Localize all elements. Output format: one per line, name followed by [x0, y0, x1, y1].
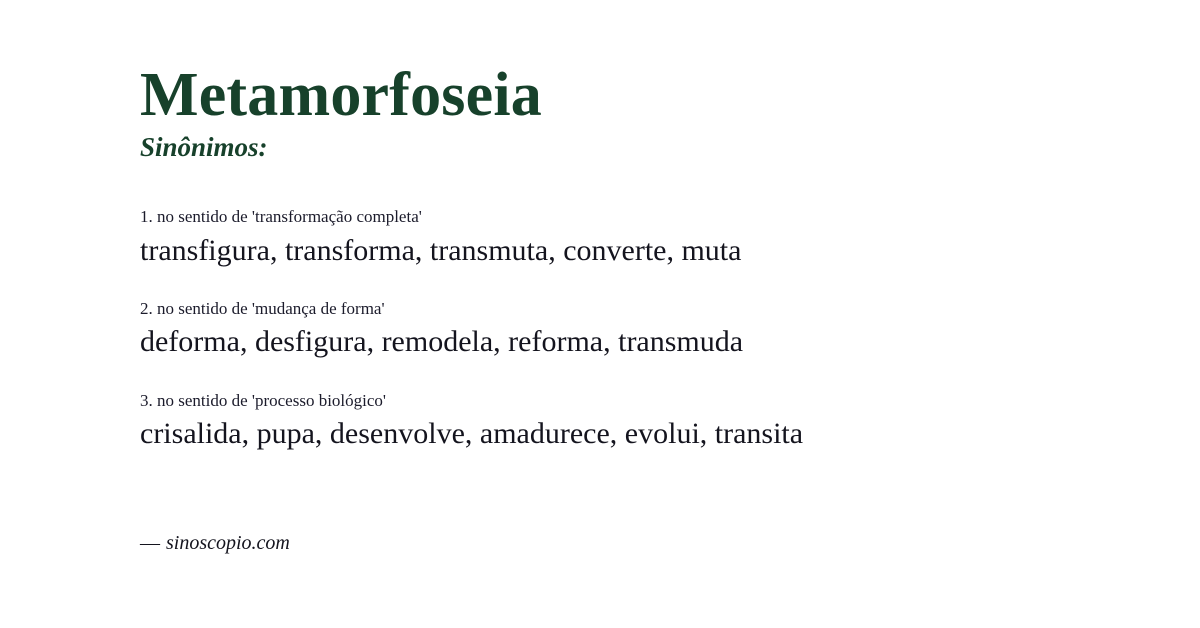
em-dash-icon: —: [140, 532, 160, 554]
sense-entry: [140, 388, 1080, 454]
sense-list: [140, 204, 1080, 480]
sense-entry: [140, 204, 1080, 270]
sense-synonyms: deforma, desfigura, remodela, reforma, transmuda: [140, 325, 744, 359]
sense-label: 1. no sentido de 'transformação completa': [140, 207, 422, 226]
sense-label: 2. no sentido de 'mudança de forma': [140, 298, 385, 318]
source-name: sinoscopio.com: [166, 532, 290, 554]
sense-label: 3. no sentido de 'processo biológico': [140, 390, 386, 410]
sense-synonyms: crisalida, pupa, desenvolve, amadurece, evolui, transita: [140, 417, 804, 451]
sense-entry: [140, 296, 1080, 362]
sense-synonyms: transfigura, transforma, transmuta, converte, muta: [140, 233, 742, 267]
page-title: Metamorfoseia: [140, 61, 542, 129]
subtitle-synonyms: Sinônimos:: [140, 132, 268, 162]
source-attribution: [140, 532, 290, 555]
